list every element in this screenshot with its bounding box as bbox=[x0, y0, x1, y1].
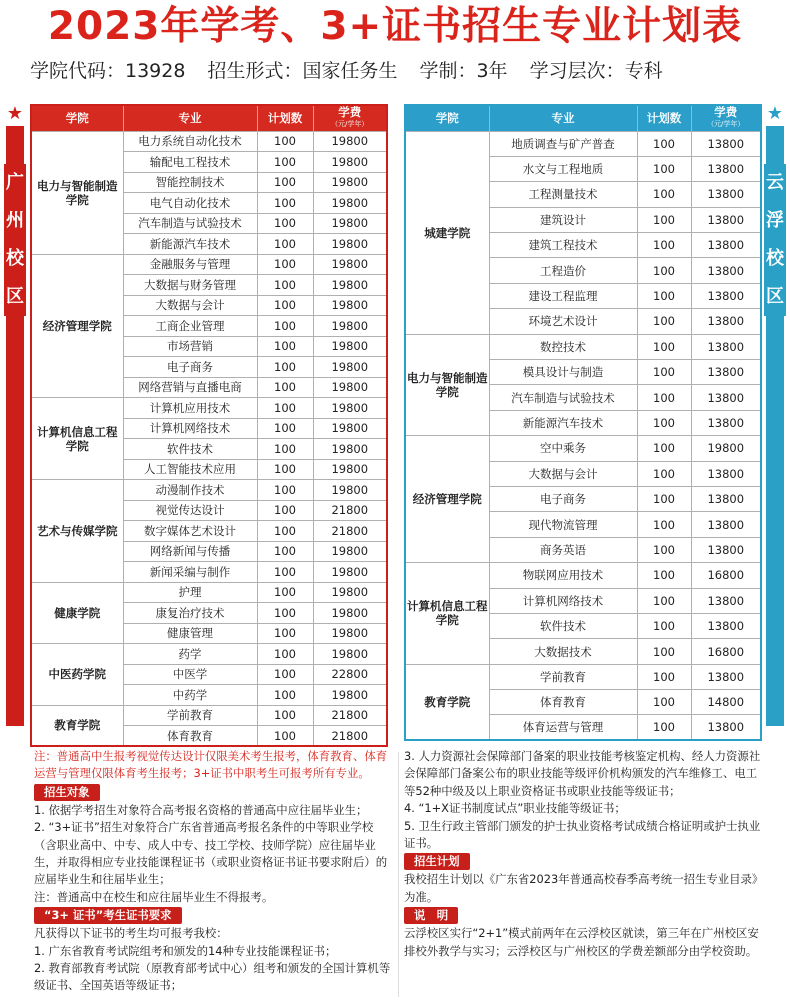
major-cell: 大数据与财务管理 bbox=[123, 275, 257, 296]
fee-cell: 19800 bbox=[313, 316, 387, 337]
note-item: 5. 卫生行政主管部门颁发的护士执业资格考试成绩合格证明或护士执业证书。 bbox=[404, 818, 761, 851]
college-cell: 计算机信息工程学院 bbox=[405, 563, 489, 665]
plan-cell: 100 bbox=[257, 480, 313, 501]
plan-cell: 100 bbox=[257, 439, 313, 460]
college-cell: 电力与智能制造学院 bbox=[405, 334, 489, 436]
plan-cell: 100 bbox=[257, 357, 313, 378]
major-cell: 体育教育 bbox=[489, 690, 637, 715]
school-info bbox=[30, 58, 770, 84]
fee-cell: 19800 bbox=[313, 377, 387, 398]
plan-cell: 100 bbox=[637, 436, 691, 461]
fee-cell: 13800 bbox=[691, 537, 761, 562]
major-cell: 药学 bbox=[123, 644, 257, 665]
fee-cell: 13800 bbox=[691, 207, 761, 232]
plan-cell: 100 bbox=[257, 459, 313, 480]
fee-cell: 19800 bbox=[313, 398, 387, 419]
major-cell: 工商企业管理 bbox=[123, 316, 257, 337]
plan-cell: 100 bbox=[257, 603, 313, 624]
fee-cell: 19800 bbox=[313, 541, 387, 562]
college-cell: 健康学院 bbox=[31, 582, 123, 644]
plan-cell: 100 bbox=[257, 726, 313, 747]
table-row bbox=[31, 131, 387, 152]
col-plan: 计划数 bbox=[257, 105, 313, 131]
college-cell: 城建学院 bbox=[405, 131, 489, 334]
plan-cell: 100 bbox=[637, 537, 691, 562]
fee-cell: 13800 bbox=[691, 309, 761, 334]
table-row bbox=[405, 664, 761, 689]
fee-cell: 21800 bbox=[313, 521, 387, 542]
fee-cell: 13800 bbox=[691, 334, 761, 359]
fee-cell: 21800 bbox=[313, 500, 387, 521]
plan-cell: 100 bbox=[637, 131, 691, 156]
star-icon: ★ bbox=[766, 103, 784, 124]
plan-cell: 100 bbox=[257, 398, 313, 419]
fee-cell: 16800 bbox=[691, 563, 761, 588]
note-item: 3. 人力资源社会保障部门备案的职业技能考核鉴定机构、经人力资源社会保障部门备案公布的职业技能等级评价机构颁发的汽车维修工、电工等52种中级及以上职业资格证书或职业技能等级证书； bbox=[404, 749, 761, 798]
notes-divider bbox=[398, 752, 399, 997]
plan-cell: 100 bbox=[637, 258, 691, 283]
plan-cell: 100 bbox=[257, 234, 313, 255]
fee-cell: 13800 bbox=[691, 715, 761, 740]
major-cell: 汽车制造与试验技术 bbox=[489, 385, 637, 410]
note-item: 注：普通高中在校生和应往届毕业生不得报考。 bbox=[34, 889, 274, 904]
major-cell: 电力系统自动化技术 bbox=[123, 131, 257, 152]
plan-cell: 100 bbox=[257, 664, 313, 685]
fee-cell: 19800 bbox=[313, 234, 387, 255]
table-row bbox=[405, 334, 761, 359]
note-item: 我校招生计划以《广东省2023年普通高校春季高考统一招生专业目录》为准。 bbox=[404, 872, 764, 904]
major-cell: 人工智能技术应用 bbox=[123, 459, 257, 480]
plan-cell: 100 bbox=[637, 207, 691, 232]
yunfu-campus-marker bbox=[764, 104, 786, 744]
major-cell: 市场营销 bbox=[123, 336, 257, 357]
major-cell: 物联网应用技术 bbox=[489, 563, 637, 588]
fee-cell: 19800 bbox=[313, 275, 387, 296]
col-plan: 计划数 bbox=[637, 105, 691, 131]
plan-cell: 100 bbox=[637, 690, 691, 715]
plan-cell: 100 bbox=[257, 685, 313, 706]
fee-cell: 13800 bbox=[691, 613, 761, 638]
fee-cell: 13800 bbox=[691, 258, 761, 283]
major-cell: 大数据与会计 bbox=[489, 461, 637, 486]
fee-cell: 13800 bbox=[691, 131, 761, 156]
fee-cell: 19800 bbox=[313, 562, 387, 583]
table-row bbox=[31, 705, 387, 726]
fee-cell: 19800 bbox=[313, 459, 387, 480]
major-cell: 智能控制技术 bbox=[123, 172, 257, 193]
major-cell: 中药学 bbox=[123, 685, 257, 706]
table-row bbox=[405, 563, 761, 588]
major-cell: 金融服务与管理 bbox=[123, 254, 257, 275]
col-fee: 学费 （元/学年） bbox=[691, 105, 761, 131]
plan-cell: 100 bbox=[257, 295, 313, 316]
fee-cell: 13800 bbox=[691, 512, 761, 537]
col-major: 专业 bbox=[489, 105, 637, 131]
college-cell: 中医药学院 bbox=[31, 644, 123, 706]
note-item: 2. 教育部教育考试院（原教育部考试中心）组考和颁发的全国计算机等级证书、全国英语等级证书； bbox=[34, 961, 391, 993]
major-cell: 汽车制造与试验技术 bbox=[123, 213, 257, 234]
fee-cell: 19800 bbox=[313, 213, 387, 234]
major-cell: 工程测量技术 bbox=[489, 182, 637, 207]
fee-cell: 19800 bbox=[313, 295, 387, 316]
major-cell: 商务英语 bbox=[489, 537, 637, 562]
fee-cell: 19800 bbox=[313, 172, 387, 193]
major-cell: 建筑设计 bbox=[489, 207, 637, 232]
plan-cell: 100 bbox=[637, 283, 691, 308]
campus-label: 云 浮 校 区 bbox=[764, 164, 786, 316]
college-cell: 电力与智能制造学院 bbox=[31, 131, 123, 254]
study-years: 学制：3年 bbox=[419, 60, 508, 82]
major-cell: 护理 bbox=[123, 582, 257, 603]
college-cell: 计算机信息工程学院 bbox=[31, 398, 123, 480]
fee-cell: 19800 bbox=[313, 357, 387, 378]
page-title: 2023年学考、3+证书招生专业计划表 bbox=[47, 4, 743, 49]
fee-cell: 19800 bbox=[313, 623, 387, 644]
fee-cell: 13800 bbox=[691, 283, 761, 308]
fee-cell: 13800 bbox=[691, 360, 761, 385]
major-cell: 中医学 bbox=[123, 664, 257, 685]
fee-cell: 16800 bbox=[691, 639, 761, 664]
fee-cell: 21800 bbox=[313, 726, 387, 747]
plan-cell: 100 bbox=[637, 233, 691, 258]
major-cell: 计算机应用技术 bbox=[123, 398, 257, 419]
plan-cell: 100 bbox=[637, 486, 691, 511]
plan-cell: 100 bbox=[637, 334, 691, 359]
plan-cell: 100 bbox=[257, 418, 313, 439]
major-cell: 大数据技术 bbox=[489, 639, 637, 664]
major-cell: 软件技术 bbox=[489, 613, 637, 638]
fee-cell: 19800 bbox=[313, 254, 387, 275]
plan-cell: 100 bbox=[637, 182, 691, 207]
section-badge-note: 说 明 bbox=[404, 907, 458, 924]
fee-cell: 19800 bbox=[313, 418, 387, 439]
fee-cell: 19800 bbox=[313, 439, 387, 460]
fee-cell: 13800 bbox=[691, 233, 761, 258]
plan-cell: 100 bbox=[637, 385, 691, 410]
major-cell: 模具设计与制造 bbox=[489, 360, 637, 385]
major-cell: 网络新闻与传播 bbox=[123, 541, 257, 562]
plan-cell: 100 bbox=[637, 360, 691, 385]
major-cell: 现代物流管理 bbox=[489, 512, 637, 537]
fee-cell: 19800 bbox=[313, 480, 387, 501]
fee-cell: 13800 bbox=[691, 410, 761, 435]
plan-cell: 100 bbox=[637, 664, 691, 689]
plan-cell: 100 bbox=[257, 275, 313, 296]
major-cell: 电子商务 bbox=[123, 357, 257, 378]
plan-cell: 100 bbox=[637, 613, 691, 638]
major-cell: 健康管理 bbox=[123, 623, 257, 644]
plan-cell: 100 bbox=[257, 644, 313, 665]
plan-cell: 100 bbox=[257, 521, 313, 542]
plan-cell: 100 bbox=[257, 213, 313, 234]
major-cell: 动漫制作技术 bbox=[123, 480, 257, 501]
plan-cell: 100 bbox=[637, 309, 691, 334]
plan-cell: 100 bbox=[637, 461, 691, 486]
plan-cell: 100 bbox=[257, 316, 313, 337]
table-row bbox=[31, 398, 387, 419]
note-item: 1. 广东省教育考试院组考和颁发的14种专业技能课程证书； bbox=[34, 943, 337, 958]
guangzhou-plan-table bbox=[30, 104, 388, 747]
col-college: 学院 bbox=[405, 105, 489, 131]
fee-cell: 13800 bbox=[691, 486, 761, 511]
major-cell: 建设工程监理 bbox=[489, 283, 637, 308]
plan-cell: 100 bbox=[257, 172, 313, 193]
major-cell: 新闻采编与制作 bbox=[123, 562, 257, 583]
fee-cell: 13800 bbox=[691, 461, 761, 486]
table-row bbox=[31, 582, 387, 603]
major-cell: 计算机网络技术 bbox=[123, 418, 257, 439]
fee-cell: 19800 bbox=[313, 685, 387, 706]
college-cell: 经济管理学院 bbox=[31, 254, 123, 398]
major-cell: 新能源汽车技术 bbox=[489, 410, 637, 435]
major-cell: 工程造价 bbox=[489, 258, 637, 283]
fee-cell: 19800 bbox=[313, 644, 387, 665]
college-cell: 教育学院 bbox=[405, 664, 489, 740]
note-item: 凡获得以下证书的考生均可报考我校： bbox=[34, 926, 228, 941]
major-cell: 视觉传达设计 bbox=[123, 500, 257, 521]
plan-cell: 100 bbox=[637, 156, 691, 181]
major-cell: 网络营销与直播电商 bbox=[123, 377, 257, 398]
major-cell: 环境艺术设计 bbox=[489, 309, 637, 334]
fee-cell: 19800 bbox=[313, 603, 387, 624]
fee-cell: 19800 bbox=[691, 436, 761, 461]
college-cell: 教育学院 bbox=[31, 705, 123, 746]
col-college: 学院 bbox=[31, 105, 123, 131]
plan-cell: 100 bbox=[637, 639, 691, 664]
school-code: 学院代码：13928 bbox=[30, 60, 186, 82]
major-cell: 水文与工程地质 bbox=[489, 156, 637, 181]
table-row bbox=[31, 480, 387, 501]
major-cell: 体育教育 bbox=[123, 726, 257, 747]
major-cell: 数控技术 bbox=[489, 334, 637, 359]
plan-cell: 100 bbox=[257, 705, 313, 726]
table-row bbox=[405, 436, 761, 461]
major-cell: 建筑工程技术 bbox=[489, 233, 637, 258]
guangzhou-campus-marker bbox=[4, 104, 26, 744]
major-cell: 康复治疗技术 bbox=[123, 603, 257, 624]
notes-right bbox=[404, 748, 766, 960]
section-badge-target: 招生对象 bbox=[34, 784, 100, 801]
yunfu-plan-table bbox=[404, 104, 762, 741]
study-level: 学习层次：专科 bbox=[529, 60, 663, 82]
major-cell: 电子商务 bbox=[489, 486, 637, 511]
plan-cell: 100 bbox=[637, 563, 691, 588]
fee-cell: 19800 bbox=[313, 131, 387, 152]
plan-cell: 100 bbox=[257, 541, 313, 562]
fee-cell: 13800 bbox=[691, 385, 761, 410]
major-cell: 学前教育 bbox=[489, 664, 637, 689]
table-row bbox=[31, 644, 387, 665]
major-cell: 体育运营与管理 bbox=[489, 715, 637, 740]
plan-cell: 100 bbox=[257, 500, 313, 521]
note-item: 1. 依据学考招生对象符合高考报名资格的普通高中应往届毕业生； bbox=[34, 802, 368, 817]
fee-cell: 19800 bbox=[313, 336, 387, 357]
fee-cell: 13800 bbox=[691, 588, 761, 613]
major-cell: 地质调查与矿产普查 bbox=[489, 131, 637, 156]
fee-cell: 22800 bbox=[313, 664, 387, 685]
fee-cell: 19800 bbox=[313, 152, 387, 173]
major-cell: 大数据与会计 bbox=[123, 295, 257, 316]
fee-cell: 13800 bbox=[691, 182, 761, 207]
col-major: 专业 bbox=[123, 105, 257, 131]
major-cell: 新能源汽车技术 bbox=[123, 234, 257, 255]
plan-cell: 100 bbox=[637, 512, 691, 537]
plan-cell: 100 bbox=[637, 588, 691, 613]
plan-cell: 100 bbox=[637, 410, 691, 435]
plan-cell: 100 bbox=[637, 715, 691, 740]
campus-label: 广 州 校 区 bbox=[4, 164, 26, 316]
section-badge-plan: 招生计划 bbox=[404, 853, 470, 870]
note-item: 4. “1+X证书制度试点”职业技能等级证书； bbox=[404, 801, 626, 816]
major-cell: 输配电工程技术 bbox=[123, 152, 257, 173]
plan-cell: 100 bbox=[257, 377, 313, 398]
star-icon: ★ bbox=[6, 103, 24, 124]
major-cell: 软件技术 bbox=[123, 439, 257, 460]
major-cell: 空中乘务 bbox=[489, 436, 637, 461]
table-row bbox=[31, 254, 387, 275]
plan-cell: 100 bbox=[257, 254, 313, 275]
major-cell: 计算机网络技术 bbox=[489, 588, 637, 613]
college-cell: 经济管理学院 bbox=[405, 436, 489, 563]
fee-cell: 19800 bbox=[313, 193, 387, 214]
fee-cell: 13800 bbox=[691, 664, 761, 689]
table-row bbox=[405, 131, 761, 156]
col-fee: 学费 （元/学年） bbox=[313, 105, 387, 131]
plan-cell: 100 bbox=[257, 193, 313, 214]
fee-cell: 13800 bbox=[691, 156, 761, 181]
major-cell: 电气自动化技术 bbox=[123, 193, 257, 214]
note-item: 2. “3+证书”招生对象符合广东省普通高考报名条件的中等职业学校（含职业高中、中专、成人中专、技工学校、技师学院）应往届毕业生，并取得相应专业技能课程证书（或职业资格证书证书要求附后）的应届毕业生和往届毕业生； bbox=[34, 820, 388, 887]
enrollment-form: 招生形式：国家任务生 bbox=[207, 60, 398, 82]
fee-cell: 14800 bbox=[691, 690, 761, 715]
section-badge-cert: “3+ 证书”考生证书要求 bbox=[34, 907, 182, 924]
plan-cell: 100 bbox=[257, 623, 313, 644]
notes-red-warning: 注：普通高中生报考视觉传达设计仅限美术考生报考，体育教育、体育运营与管理仅限体育考生报考；3+证书中职考生可报考所有专业。 bbox=[34, 749, 388, 781]
plan-cell: 100 bbox=[257, 336, 313, 357]
major-cell: 学前教育 bbox=[123, 705, 257, 726]
plan-cell: 100 bbox=[257, 131, 313, 152]
notes-left bbox=[34, 748, 396, 995]
plan-cell: 100 bbox=[257, 582, 313, 603]
major-cell: 数字媒体艺术设计 bbox=[123, 521, 257, 542]
college-cell: 艺术与传媒学院 bbox=[31, 480, 123, 583]
plan-cell: 100 bbox=[257, 562, 313, 583]
plan-cell: 100 bbox=[257, 152, 313, 173]
fee-cell: 21800 bbox=[313, 705, 387, 726]
fee-cell: 19800 bbox=[313, 582, 387, 603]
note-item: 云浮校区实行“2+1”模式前两年在云浮校区就读，第三年在广州校区安排校外教学与实习；云浮校区与广州校区的学费差额部分由学校资助。 bbox=[404, 926, 759, 958]
